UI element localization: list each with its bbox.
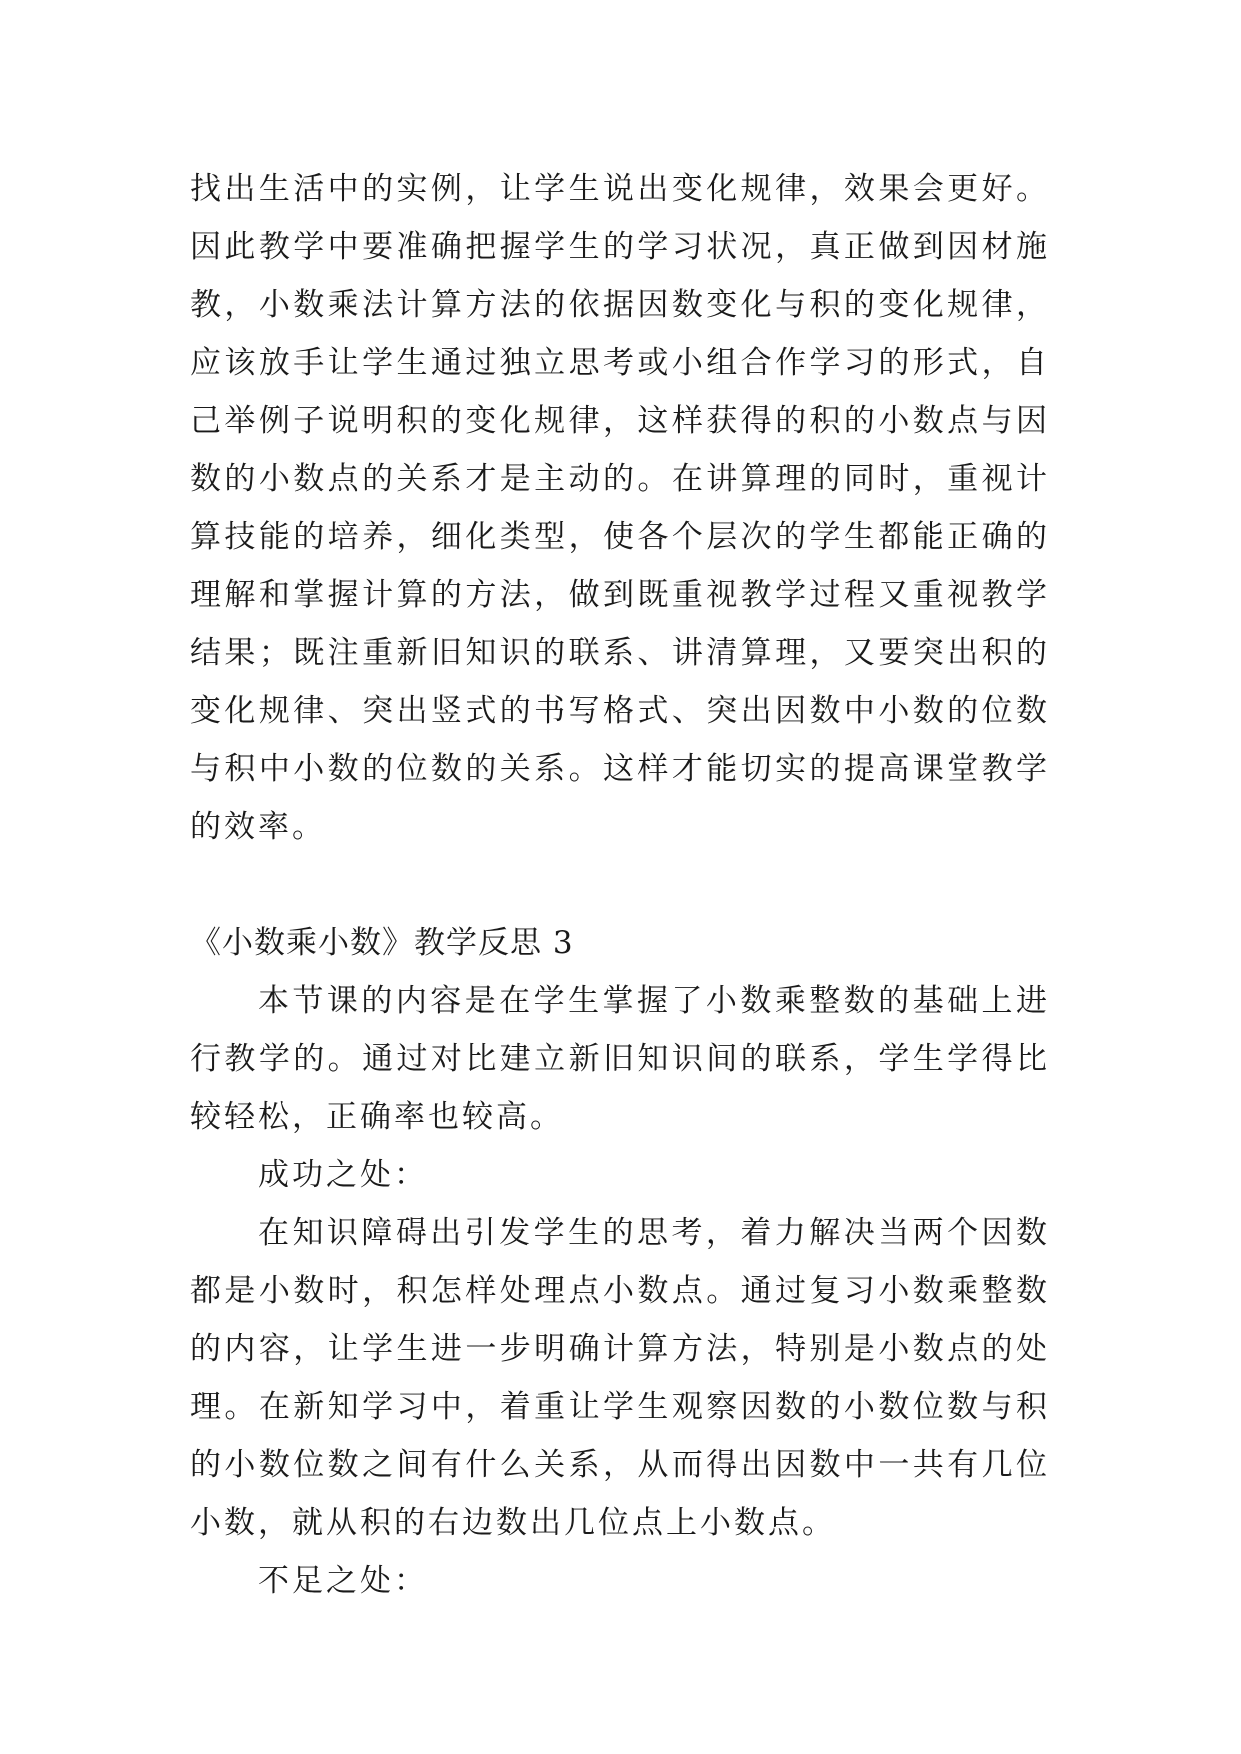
document-body [190, 160, 1050, 1610]
success-paragraph: 在知识障碍出引发学生的思考，着力解决当两个因数都是小数时，积怎样处理点小数点。通过复习小数乘整数的内容，让学生进一步明确计算方法，特别是小数点的处理。在新知学习中，着重让学生观察因数的小数位数与积的小数位数之间有什么关系，从而得出因数中一共有几位小数，就从积的右边数出几位点上小数点。 [190, 1215, 1050, 1541]
shortcoming-heading: 不足之处： [258, 1563, 428, 1599]
success-heading: 成功之处： [258, 1157, 428, 1193]
intro-paragraph: 本节课的内容是在学生掌握了小数乘整数的基础上进行教学的。通过对比建立新旧知识间的联系，学生学得比较轻松，正确率也较高。 [190, 983, 1050, 1135]
continuation-paragraph: 找出生活中的实例，让学生说出变化规律，效果会更好。因此教学中要准确把握学生的学习状况，真正做到因材施教，小数乘法计算方法的依据因数变化与积的变化规律，应该放手让学生通过独立思考或小组合作学习的形式，自己举例子说明积的变化规律，这样获得的积的小数点与因数的小数点的关系才是主动的。在讲算理的同时，重视计算技能的培养，细化类型，使各个层次的学生都能正确的理解和掌握计算的方法，做到既重视教学过程又重视教学结果；既注重新旧知识的联系、讲清算理，又要突出积的变化规律、突出竖式的书写格式、突出因数中小数的位数与积中小数的位数的关系。这样才能切实的提高课堂教学的效率。 [190, 171, 1050, 845]
section-title: 《小数乘小数》教学反思 3 [190, 925, 574, 961]
